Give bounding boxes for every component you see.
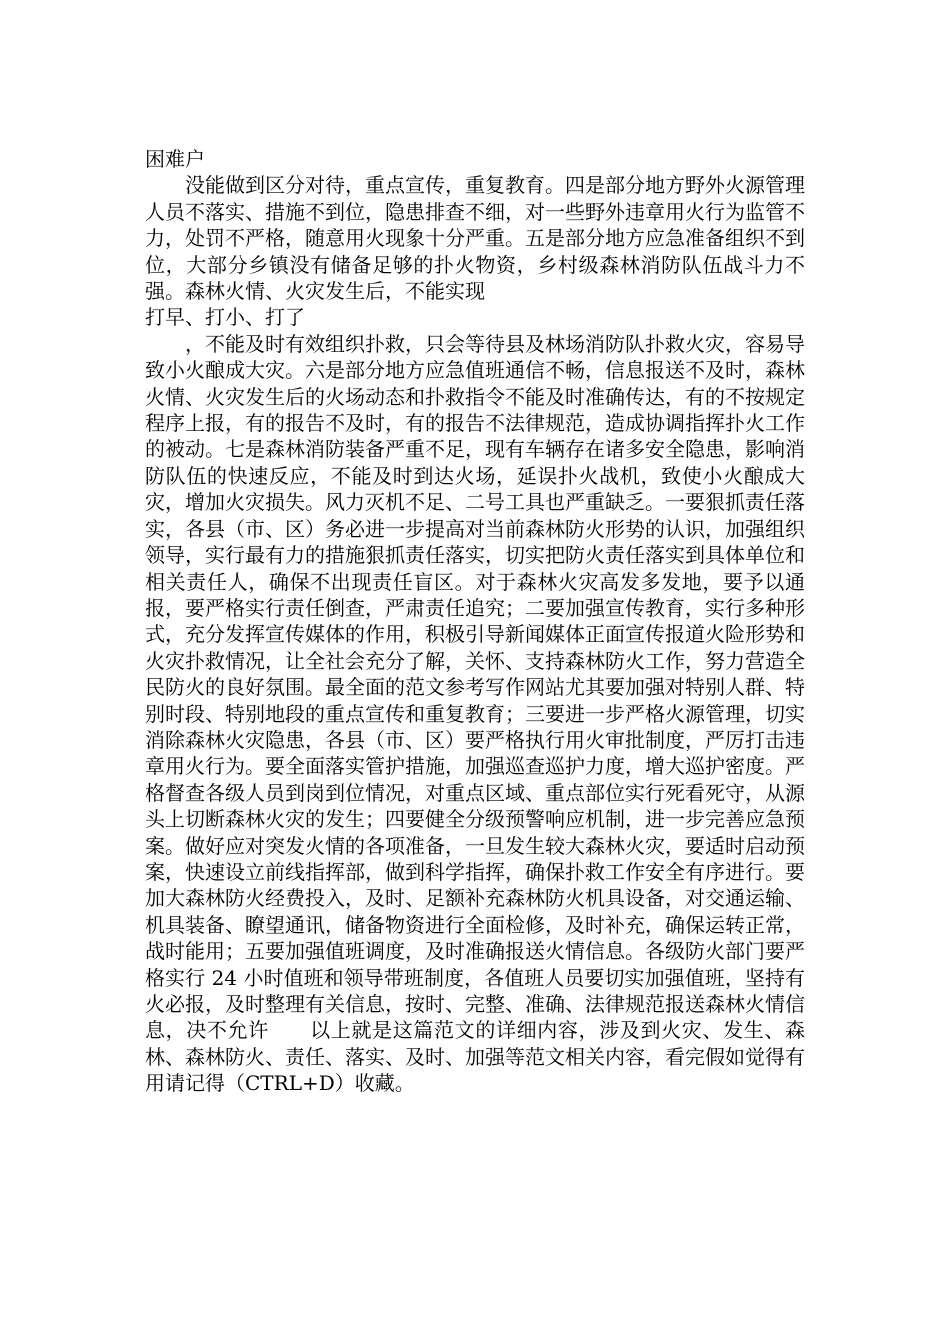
heading-early-small-finish: 打早、打小、打了 [145, 305, 305, 330]
paragraph-main-body: ，不能及时有效组织扑救，只会等待县及林场消防队扑救火灾，容易导致小火酿成大灾。六是部分地方应急值班通信不畅，信息报送不及时，森林火情、火灾发生后的火场动态和扑救指令不能及时准确传达，有的不按规定程序上报，有的报告不及时，有的报告不法律规范，造成协调指挥扑火工作的被动。七是森林消防装备严重不足，现有车辆存在诸多安全隐患，影响消防队伍的快速反应，不能及时到达火场，延误扑火战机，致使小火酿成大灾，增加火灾损失。风力灭机不足、二号工具也严重缺乏。一要狠抓责任落实，各县（市、区）务必进一步提高对当前森林防火形势的认识，加强组织领导，实行最有力的措施狠抓责任落实，切实把防火责任落实到具体单位和相关责任人，确保不出现责任盲区。对于森林火灾高发多发地，要予以通报，要严格实行责任倒查，严肃责任追究；二要加强宣传教育，实行多种形式，充分发挥宣传媒体的作用，积极引导新闻媒体正面宣传报道火险形势和火灾扑救情况，让全社会充分了解，关怀、支持森林防火工作，努力营造全民防火的良好氛围。最全面的范文参考写作网站尤其要加强对特别人群、特别时段、特别地段的重点宣传和重复教育；三要进一步严格火源管理，切实消除森林火灾隐患，各县（市、区）要严格执行用火审批制度，严厉打击违章用火行为。要全面落实管护措施，加强巡查巡护力度，增大巡护密度。严格督查各级人员到岗到位情况，对重点区域、重点部位实行死看死守，从源头上切断森林火灾的发生；四要健全分级预警响应机制，进一步完善应急预案。做好应对突发火情的各项准备，一旦发生较大森林火灾，要适时启动预案，快速设立前线指挥部，做到科学指挥，确保扑救工作安全有序进行。要加大森林防火经费投入，及时、足额补充森林防火机具设备，对交通运输、机具装备、瞭望通讯，储备物资进行全面检修，及时补充，确保运转正常，战时能用；五要加强值班调度，及时准确报送火情信息。各级防火部门要严格实行 24 小时值班和领导带班制度，各值班人员要切实加强值班，坚持有火必报，及时整理有关信息，按时、完整、准确、法律规范报送森林火情信息，决不允许 以上就是这篇范文的详细内容，涉及到火灾、发生、森林、森林防火、责任、落实、及时、加强等范文相关内容，看完假如觉得有用请记得（CTRL+D）收藏。 [145, 331, 805, 1096]
heading-poor-households: 困难户 [145, 147, 205, 171]
document-body [145, 146, 805, 1097]
paragraph-fire-management: 没能做到区分对待，重点宣传，重复教育。四是部分地方野外火源管理人员不落实、措施不到位，隐患排查不细，对一些野外违章用火行为监管不力，处罚不严格，随意用火现象十分严重。五是部分地方应急准备组织不到位，大部分乡镇没有储备足够的扑火物资，乡村级森林消防队伍战斗力不强。森林火情、火灾发生后，不能实现 [145, 173, 805, 304]
